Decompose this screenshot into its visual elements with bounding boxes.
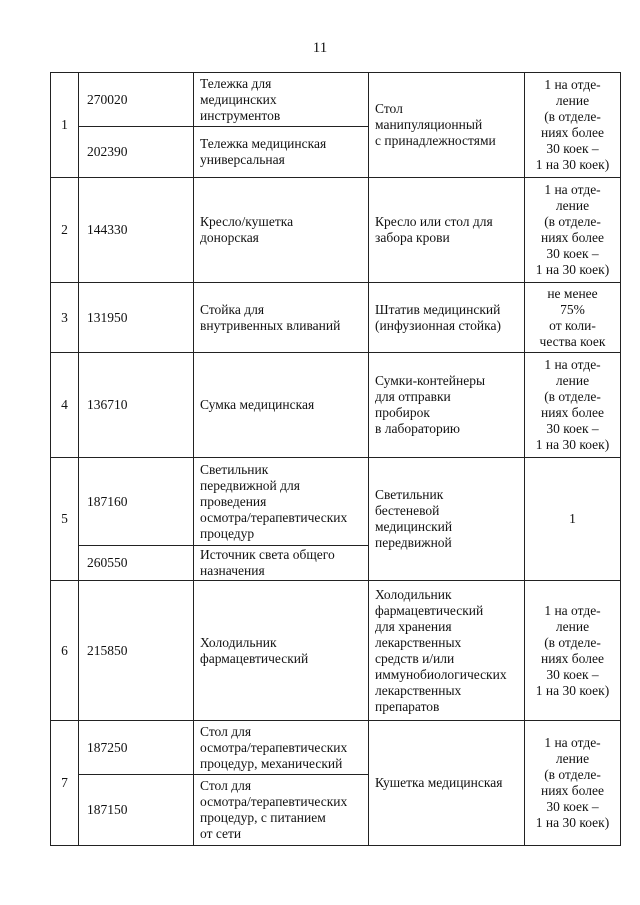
item-name: Стол для осмотра/терапевтических процедур, с питанием от сети	[194, 775, 369, 846]
item-name: Тележка для медицинских инструментов	[194, 73, 369, 127]
row-number: 2	[51, 178, 79, 283]
table-row	[51, 73, 621, 127]
equipment-quantity: 1 на отде- ление (в отделе- ниях более 30 коек – 1 на 30 коек)	[525, 353, 621, 458]
item-code: 270020	[79, 73, 194, 127]
equipment-quantity: 1 на отде- ление (в отделе- ниях более 30 коек – 1 на 30 коек)	[525, 721, 621, 846]
table-row	[51, 458, 621, 546]
equipment-name: Стол манипуляционный с принадлежностями	[369, 73, 525, 178]
equipment-name: Холодильник фармацевтический для хранения лекарственных средств и/или иммунобиологических лекарственных препаратов	[369, 581, 525, 721]
table-row	[51, 178, 621, 283]
equipment-quantity: 1	[525, 458, 621, 581]
equipment-name: Кушетка медицинская	[369, 721, 525, 846]
equipment-name: Светильник бестеневой медицинский передвижной	[369, 458, 525, 581]
item-code: 260550	[79, 546, 194, 581]
row-number: 3	[51, 283, 79, 353]
item-name: Холодильник фармацевтический	[194, 581, 369, 721]
item-name: Тележка медицинская универсальная	[194, 127, 369, 178]
item-code: 136710	[79, 353, 194, 458]
equipment-table	[50, 72, 621, 846]
table-row	[51, 353, 621, 458]
equipment-quantity: 1 на отде- ление (в отделе- ниях более 30 коек – 1 на 30 коек)	[525, 73, 621, 178]
item-name: Стойка для внутривенных вливаний	[194, 283, 369, 353]
table-row	[51, 283, 621, 353]
item-name: Кресло/кушетка донорская	[194, 178, 369, 283]
item-code: 202390	[79, 127, 194, 178]
page-number: 11	[312, 40, 328, 56]
table-row	[51, 581, 621, 721]
item-name: Сумка медицинская	[194, 353, 369, 458]
item-name: Светильник передвижной для проведения осмотра/терапевтических процедур	[194, 458, 369, 546]
row-number: 7	[51, 721, 79, 846]
item-code: 144330	[79, 178, 194, 283]
row-number: 5	[51, 458, 79, 581]
item-code: 215850	[79, 581, 194, 721]
item-code: 187150	[79, 775, 194, 846]
equipment-quantity: 1 на отде- ление (в отделе- ниях более 30 коек – 1 на 30 коек)	[525, 581, 621, 721]
item-name: Стол для осмотра/терапевтических процедур, механический	[194, 721, 369, 775]
equipment-quantity: не менее 75% от коли- чества коек	[525, 283, 621, 353]
equipment-name: Сумки-контейнеры для отправки пробирок в лабораторию	[369, 353, 525, 458]
equipment-name: Кресло или стол для забора крови	[369, 178, 525, 283]
table-row	[51, 721, 621, 775]
item-code: 131950	[79, 283, 194, 353]
item-name: Источник света общего назначения	[194, 546, 369, 581]
equipment-name: Штатив медицинский (инфузионная стойка)	[369, 283, 525, 353]
row-number: 4	[51, 353, 79, 458]
row-number: 6	[51, 581, 79, 721]
equipment-quantity: 1 на отде- ление (в отделе- ниях более 30 коек – 1 на 30 коек)	[525, 178, 621, 283]
item-code: 187250	[79, 721, 194, 775]
item-code: 187160	[79, 458, 194, 546]
row-number: 1	[51, 73, 79, 178]
